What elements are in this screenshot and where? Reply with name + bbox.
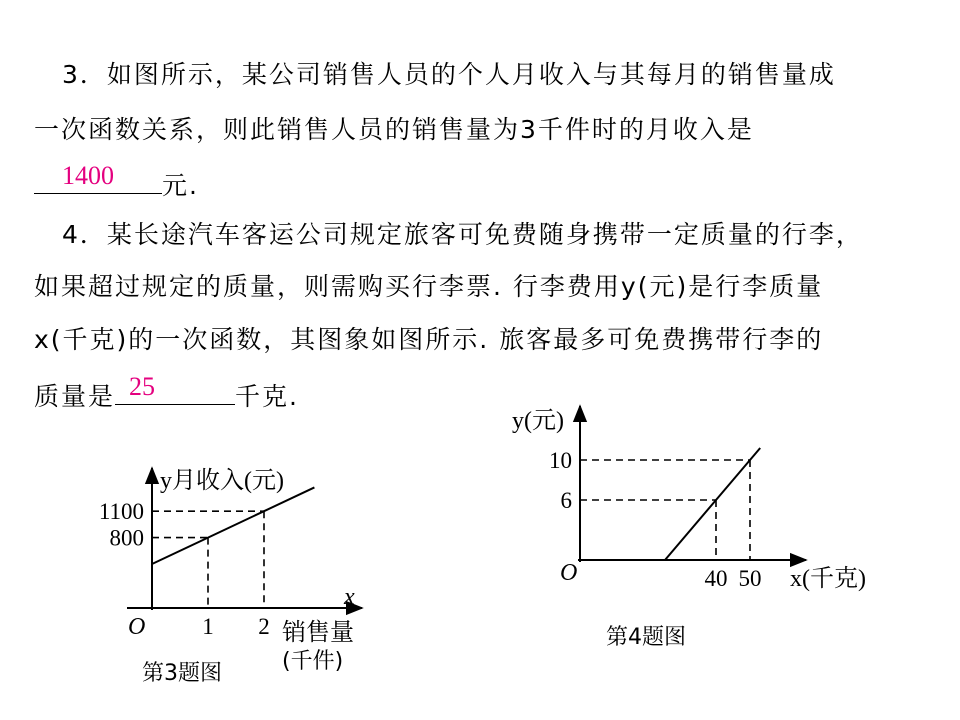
fig3-y-tick-label: 1100 <box>98 499 144 525</box>
fig3-y-tick-label: 800 <box>109 525 144 551</box>
fig3-x-tick-label: 2 <box>258 614 270 639</box>
q4-line-3: x(千克)的一次函数，其图象如图所示. 旅客最多可免费携带行李的 <box>34 325 824 354</box>
fig4-x-tick-label: 40 <box>704 566 728 591</box>
q3-line-1: 3．如图所示，某公司销售人员的个人月收入与其每月的销售量成 <box>62 60 836 89</box>
fig4-y-label: y(元) <box>512 408 564 434</box>
fig4-y-tick-label: 10 <box>549 448 572 473</box>
fig3-origin: O <box>128 614 146 640</box>
fig3-x-tick-label: 1 <box>202 614 214 639</box>
q3-line-2: 一次函数关系，则此销售人员的销售量为3千件时的月收入是 <box>34 115 754 144</box>
fig4-x-label: x(千克) <box>790 566 866 592</box>
q3-answer: 1400 <box>62 161 114 190</box>
q4-answer: 25 <box>129 372 156 401</box>
q3-unit: 元. <box>162 171 199 200</box>
q4-line-2: 如果超过规定的质量，则需购买行李票. 行李费用y(元)是行李质量 <box>34 272 824 301</box>
fig4-caption: 第4题图 <box>606 625 686 650</box>
figure-3 <box>99 467 362 686</box>
fig3-x-label: x <box>344 584 355 610</box>
fig3-caption: 第3题图 <box>142 661 222 686</box>
fig4-origin: O <box>560 560 578 586</box>
fig4-x-tick-label: 50 <box>738 566 762 591</box>
q4-line-4-before: 质量是 <box>34 382 116 411</box>
fig3-y-label: y月收入(元) <box>160 468 284 494</box>
fig3-series-line <box>152 487 314 564</box>
q4-line-1: 4．某长途汽车客运公司规定旅客可免费随身携带一定质量的行李， <box>62 220 863 249</box>
q4-unit: 千克. <box>235 382 299 411</box>
fig4-y-tick-label: 6 <box>560 488 572 513</box>
figure-4 <box>512 406 866 650</box>
fig3-x-unit-1: 销售量 <box>282 618 354 646</box>
fig3-x-unit-2: (千件) <box>282 649 344 674</box>
fig4-series-line <box>665 448 760 560</box>
